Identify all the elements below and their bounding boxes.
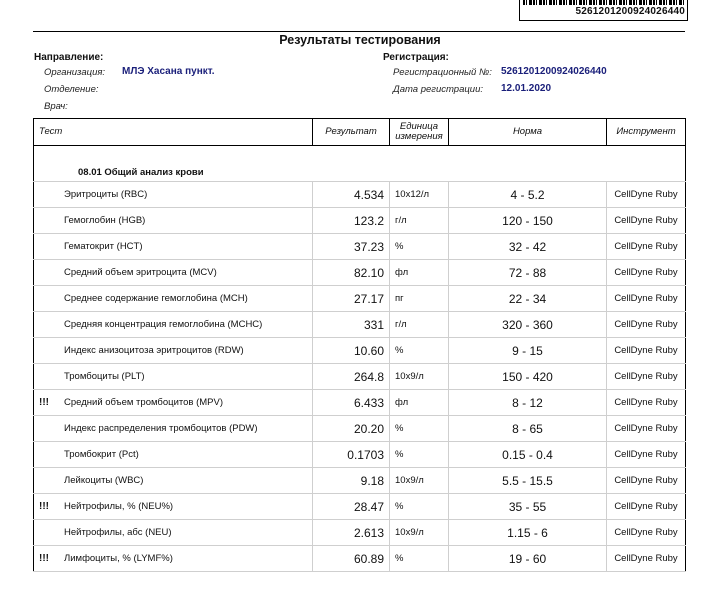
table-row [34, 312, 686, 338]
header-unit: Единица измерения [390, 119, 449, 146]
result-value: 27.17 [313, 286, 390, 312]
tool-value: CellDyne Ruby [607, 442, 686, 468]
unit-value: 10x12/л [390, 182, 449, 208]
registration-number-label: Регистрационный №: [393, 67, 492, 78]
norm-value: 4 - 5.2 [449, 182, 607, 208]
result-value: 82.10 [313, 260, 390, 286]
test-name: Лимфоциты, % (LYMF%) [64, 553, 173, 564]
unit-value: 10x9/л [390, 468, 449, 494]
norm-value: 5.5 - 15.5 [449, 468, 607, 494]
result-value: 4.534 [313, 182, 390, 208]
table-row [34, 286, 686, 312]
unit-value: % [390, 338, 449, 364]
warning-flag: !!! [39, 553, 49, 564]
test-cell [34, 312, 313, 338]
header-test: Тест [34, 119, 313, 146]
norm-value: 1.15 - 6 [449, 520, 607, 546]
unit-value: г/л [390, 312, 449, 338]
test-cell [34, 338, 313, 364]
header-result: Результат [313, 119, 390, 146]
unit-value: г/л [390, 208, 449, 234]
section-row [34, 163, 686, 182]
table-row [34, 182, 686, 208]
test-cell [34, 520, 313, 546]
warning-flag: !!! [39, 397, 49, 408]
test-name: Индекс распределения тромбоцитов (PDW) [64, 423, 258, 434]
tool-value: CellDyne Ruby [607, 286, 686, 312]
result-value: 6.433 [313, 390, 390, 416]
tool-value: CellDyne Ruby [607, 520, 686, 546]
table-row [34, 494, 686, 520]
norm-value: 150 - 420 [449, 364, 607, 390]
page-title: Результаты тестирования [279, 33, 441, 47]
result-value: 20.20 [313, 416, 390, 442]
unit-value: пг [390, 286, 449, 312]
norm-value: 35 - 55 [449, 494, 607, 520]
test-name: Средний объем эритроцита (MCV) [64, 267, 217, 278]
test-cell [34, 234, 313, 260]
top-divider [33, 31, 685, 32]
barcode-bars [523, 0, 684, 5]
header-norm: Норма [449, 119, 607, 146]
result-value: 9.18 [313, 468, 390, 494]
tool-value: CellDyne Ruby [607, 416, 686, 442]
doctor-label: Врач: [44, 101, 68, 112]
norm-value: 120 - 150 [449, 208, 607, 234]
test-cell [34, 468, 313, 494]
norm-value: 320 - 360 [449, 312, 607, 338]
department-label: Отделение: [44, 84, 99, 95]
norm-value: 19 - 60 [449, 546, 607, 572]
organization-label: Организация: [44, 67, 106, 78]
table-row [34, 208, 686, 234]
result-value: 264.8 [313, 364, 390, 390]
barcode-number: 5261201200924026440 [575, 6, 685, 17]
result-value: 60.89 [313, 546, 390, 572]
test-cell [34, 442, 313, 468]
test-cell [34, 416, 313, 442]
norm-value: 32 - 42 [449, 234, 607, 260]
test-name: Тромбокрит (Pct) [64, 449, 139, 460]
norm-value: 9 - 15 [449, 338, 607, 364]
spacer-row [34, 146, 686, 164]
test-name: Гемоглобин (HGB) [64, 215, 146, 226]
result-value: 331 [313, 312, 390, 338]
test-cell [34, 494, 313, 520]
unit-value: % [390, 234, 449, 260]
test-name: Нейтрофилы, абс (NEU) [64, 527, 172, 538]
table-row [34, 546, 686, 572]
test-name: Среднее содержание гемоглобина (MCH) [64, 293, 248, 304]
unit-value: 10x9/л [390, 520, 449, 546]
registration-date-value: 12.01.2020 [501, 83, 552, 94]
tool-value: CellDyne Ruby [607, 338, 686, 364]
table-row [34, 468, 686, 494]
table-row [34, 260, 686, 286]
tool-value: CellDyne Ruby [607, 390, 686, 416]
test-name: Индекс анизоцитоза эритроцитов (RDW) [64, 345, 244, 356]
tool-value: CellDyne Ruby [607, 312, 686, 338]
result-value: 0.1703 [313, 442, 390, 468]
result-value: 2.613 [313, 520, 390, 546]
test-cell [34, 286, 313, 312]
direction-heading: Направление: [34, 52, 104, 63]
results-table [33, 118, 686, 572]
test-cell [34, 208, 313, 234]
table-row [34, 416, 686, 442]
registration-heading: Регистрация: [383, 52, 449, 63]
result-value: 28.47 [313, 494, 390, 520]
test-cell [34, 182, 313, 208]
norm-value: 22 - 34 [449, 286, 607, 312]
registration-number-value: 5261201200924026440 [501, 66, 607, 77]
test-cell [34, 546, 313, 572]
registration-date-label: Дата регистрации: [393, 84, 483, 95]
warning-flag: !!! [39, 501, 49, 512]
table-header-row [34, 119, 686, 146]
unit-value: фл [390, 390, 449, 416]
unit-value: % [390, 494, 449, 520]
test-name: Лейкоциты (WBC) [64, 475, 144, 486]
header-tool: Инструмент [607, 119, 686, 146]
norm-value: 8 - 12 [449, 390, 607, 416]
test-name: Тромбоциты (PLT) [64, 371, 145, 382]
test-name: Гематокрит (HCT) [64, 241, 143, 252]
test-name: Нейтрофилы, % (NEU%) [64, 501, 174, 512]
tool-value: CellDyne Ruby [607, 234, 686, 260]
unit-value: % [390, 546, 449, 572]
tool-value: CellDyne Ruby [607, 468, 686, 494]
tool-value: CellDyne Ruby [607, 364, 686, 390]
table-row [34, 442, 686, 468]
table-row [34, 364, 686, 390]
test-cell [34, 390, 313, 416]
table-row [34, 234, 686, 260]
test-name: Эритроциты (RBC) [64, 189, 148, 200]
test-cell [34, 260, 313, 286]
test-name: Средний объем тромбоцитов (MPV) [64, 397, 224, 408]
tool-value: CellDyne Ruby [607, 494, 686, 520]
unit-value: 10x9/л [390, 364, 449, 390]
organization-value: МЛЭ Хасана пункт. [122, 66, 215, 77]
result-value: 10.60 [313, 338, 390, 364]
norm-value: 72 - 88 [449, 260, 607, 286]
result-value: 123.2 [313, 208, 390, 234]
test-name: Средняя концентрация гемоглобина (MCHC) [64, 319, 263, 330]
tool-value: CellDyne Ruby [607, 546, 686, 572]
unit-value: фл [390, 260, 449, 286]
norm-value: 0.15 - 0.4 [449, 442, 607, 468]
result-value: 37.23 [313, 234, 390, 260]
table-row [34, 338, 686, 364]
table-row [34, 390, 686, 416]
table-row [34, 520, 686, 546]
unit-value: % [390, 442, 449, 468]
tool-value: CellDyne Ruby [607, 260, 686, 286]
section-title: 08.01 Общий анализ крови [34, 163, 686, 182]
barcode [519, 0, 688, 21]
test-cell [34, 364, 313, 390]
tool-value: CellDyne Ruby [607, 182, 686, 208]
norm-value: 8 - 65 [449, 416, 607, 442]
unit-value: % [390, 416, 449, 442]
tool-value: CellDyne Ruby [607, 208, 686, 234]
